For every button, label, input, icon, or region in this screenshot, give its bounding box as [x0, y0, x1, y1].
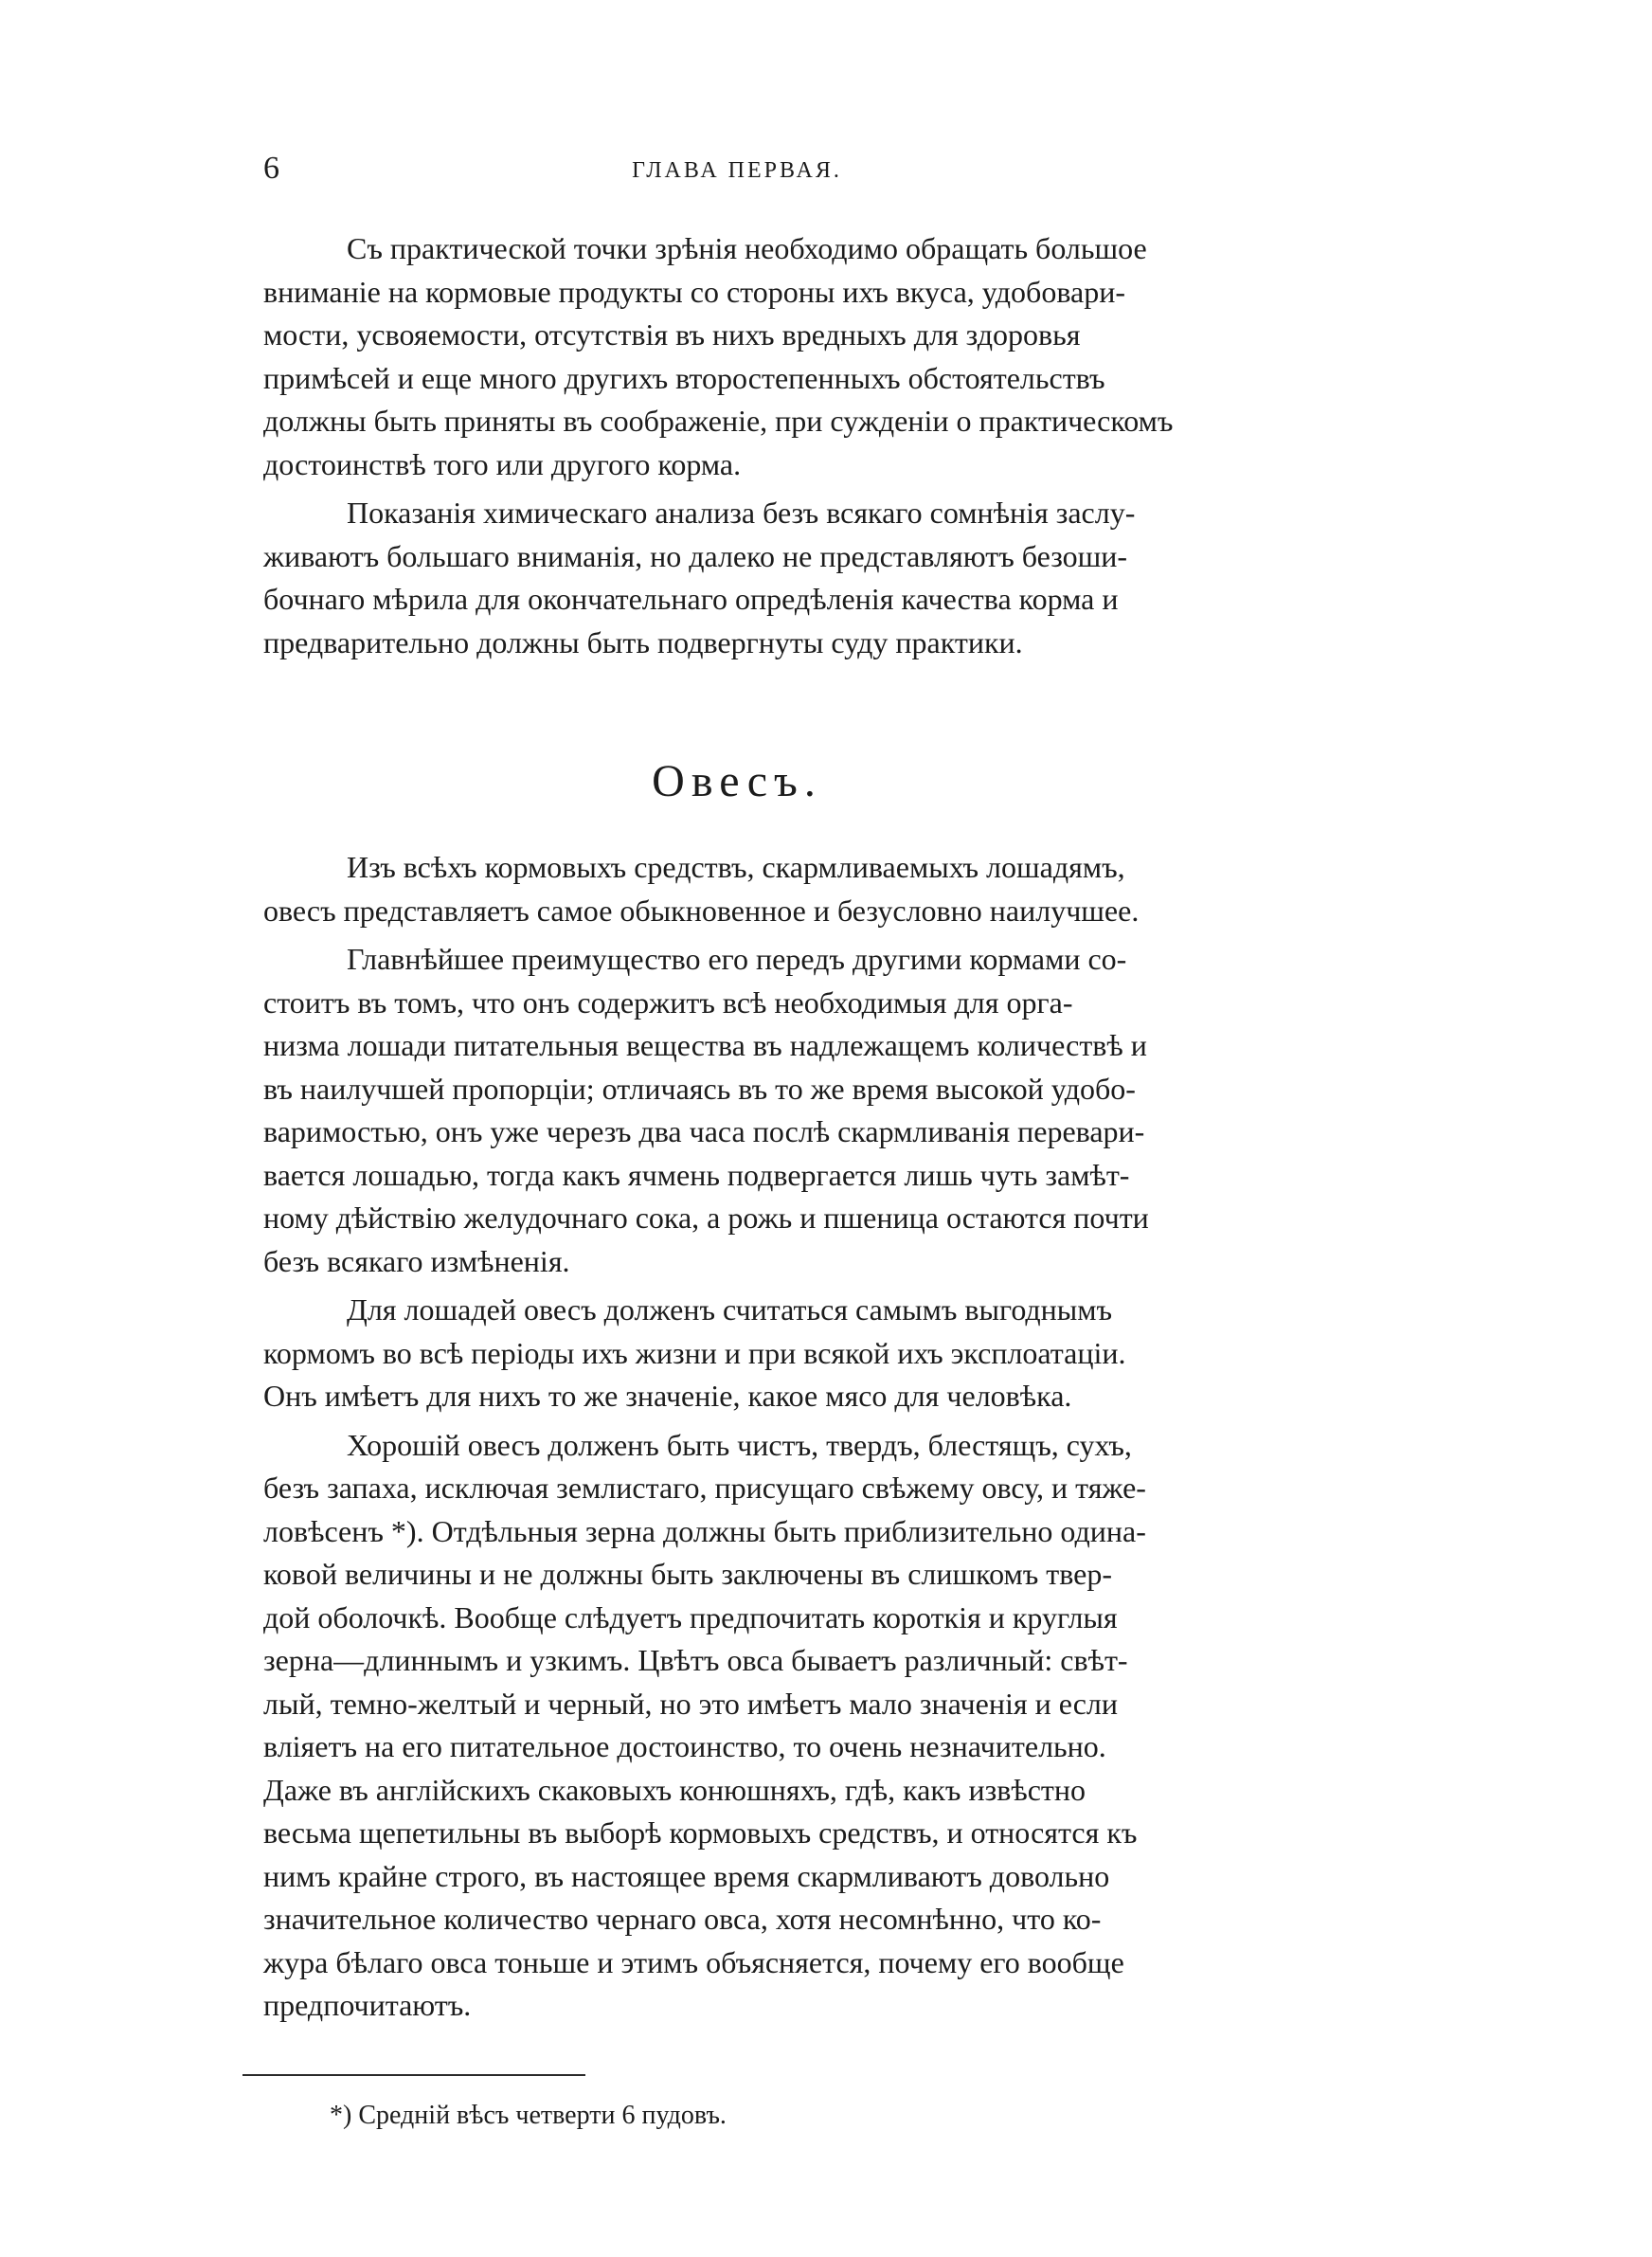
text-line: безъ запаха, исключая землистаго, присущаго свѣжему овсу, и тяже- — [263, 1471, 1146, 1505]
page-number: 6 — [263, 151, 279, 186]
text-line: значительное количество чернаго овса, хотя несомнѣнно, что ко- — [263, 1902, 1102, 1936]
text-line: кормомъ во всѣ періоды ихъ жизни и при всякой ихъ эксплоатаціи. — [263, 1335, 1126, 1370]
intro-text — [263, 227, 1410, 664]
paragraph — [263, 938, 1410, 1283]
paragraph — [263, 227, 1410, 486]
text-line: Показанія химическаго анализа безъ всякаго сомнѣнія заслу- — [347, 496, 1136, 530]
text-line: безъ всякаго измѣненія. — [263, 1243, 570, 1278]
text-line: вается лошадью, тогда какъ ячмень подвергается лишь чуть замѣт- — [263, 1157, 1130, 1192]
text-line: Хорошій овесъ долженъ быть чистъ, твердъ, блестящъ, сухъ, — [347, 1427, 1132, 1462]
text-line: достоинствѣ того или другого корма. — [263, 446, 742, 481]
text-line: предварительно должны быть подвергнуты суду практики. — [263, 624, 1023, 659]
text-line: вниманіе на кормовые продукты со стороны ихъ вкуса, удобовари- — [263, 274, 1125, 309]
paragraph — [263, 846, 1410, 932]
text-line: живаютъ большаго вниманія, но далеко не представляютъ безоши- — [263, 538, 1128, 573]
text-line: Онъ имѣетъ для нихъ то же значеніе, какое мясо для человѣка. — [263, 1379, 1072, 1413]
text-line: Главнѣйшее преимущество его передъ другими кормами со- — [347, 942, 1127, 976]
footnote: *) Средній вѣсъ четверти 6 пудовъ. — [330, 2101, 727, 2130]
text-line: нимъ крайне строго, въ настоящее время скармливаютъ довольно — [263, 1858, 1110, 1893]
text-line: дой оболочкѣ. Вообще слѣдуетъ предпочитать короткія и круглыя — [263, 1599, 1118, 1634]
text-line: примѣсей и еще много другихъ второстепенныхъ обстоятельствъ — [263, 360, 1105, 395]
paragraph — [263, 1289, 1410, 1418]
text-line: Съ практической точки зрѣнія необходимо обращать большое — [347, 231, 1147, 265]
text-line: варимостью, онъ уже черезъ два часа послѣ скармливанія перевари- — [263, 1114, 1145, 1148]
text-line: лый, темно-желтый и черный, но это имѣетъ мало значенія и если — [263, 1686, 1118, 1721]
text-line: ловѣсенъ *). Отдѣльныя зерна должны быть приблизительно одина- — [263, 1513, 1146, 1548]
text-line: Изъ всѣхъ кормовыхъ средствъ, скармливаемыхъ лошадямъ, — [347, 850, 1125, 884]
text-line: въ наилучшей пропорціи; отличаясь въ то же время высокой удобо- — [263, 1071, 1136, 1106]
text-line: жура бѣлаго овса тоньше и этимъ объясняется, почему его вообще — [263, 1944, 1124, 1979]
text-line: ковой величины и не должны быть заключены въ слишкомъ твер- — [263, 1557, 1113, 1591]
text-line: Даже въ англійскихъ скаковыхъ конюшняхъ, гдѣ, какъ извѣстно — [263, 1772, 1086, 1807]
section-text — [263, 846, 1410, 2028]
text-line: низма лошади питательныя вещества въ надлежащемъ количествѣ и — [263, 1028, 1147, 1062]
text-line: стоитъ въ томъ, что онъ содержитъ всѣ необходимыя для орга- — [263, 984, 1073, 1020]
text-line: бочнаго мѣрила для окончательнаго опредѣленія качества корма и — [263, 582, 1119, 616]
text-line: мости, усвояемости, отсутствія въ нихъ вредныхъ для здоровья — [263, 317, 1081, 352]
section-title: Овесъ. — [652, 756, 822, 806]
text-line: овесъ представляетъ самое обыкновенное и безусловно наилучшее. — [263, 893, 1140, 928]
text-line: весьма щепетильны въ выборѣ кормовыхъ средствъ, и относятся къ — [263, 1815, 1138, 1850]
footnote-divider — [242, 2074, 585, 2076]
text-line: должны быть приняты въ соображеніе, при сужденіи о практическомъ — [263, 404, 1174, 438]
text-line: ному дѣйствію желудочнаго сока, а рожь и пшеница остаются почти — [263, 1201, 1149, 1235]
text-line: предпочитаютъ. — [263, 1988, 472, 2022]
running-head: ГЛАВА ПЕРВАЯ. — [632, 158, 842, 183]
paragraph — [263, 1424, 1410, 2028]
paragraph — [263, 492, 1410, 664]
text-line: Для лошадей овесъ долженъ считаться самымъ выгоднымъ — [347, 1292, 1113, 1327]
page-header — [263, 150, 1428, 197]
text-line: вліяетъ на его питательное достоинство, то очень незначительно. — [263, 1729, 1106, 1763]
text-line: зерна—длиннымъ и узкимъ. Цвѣтъ овса бываетъ различный: свѣт- — [263, 1643, 1128, 1677]
